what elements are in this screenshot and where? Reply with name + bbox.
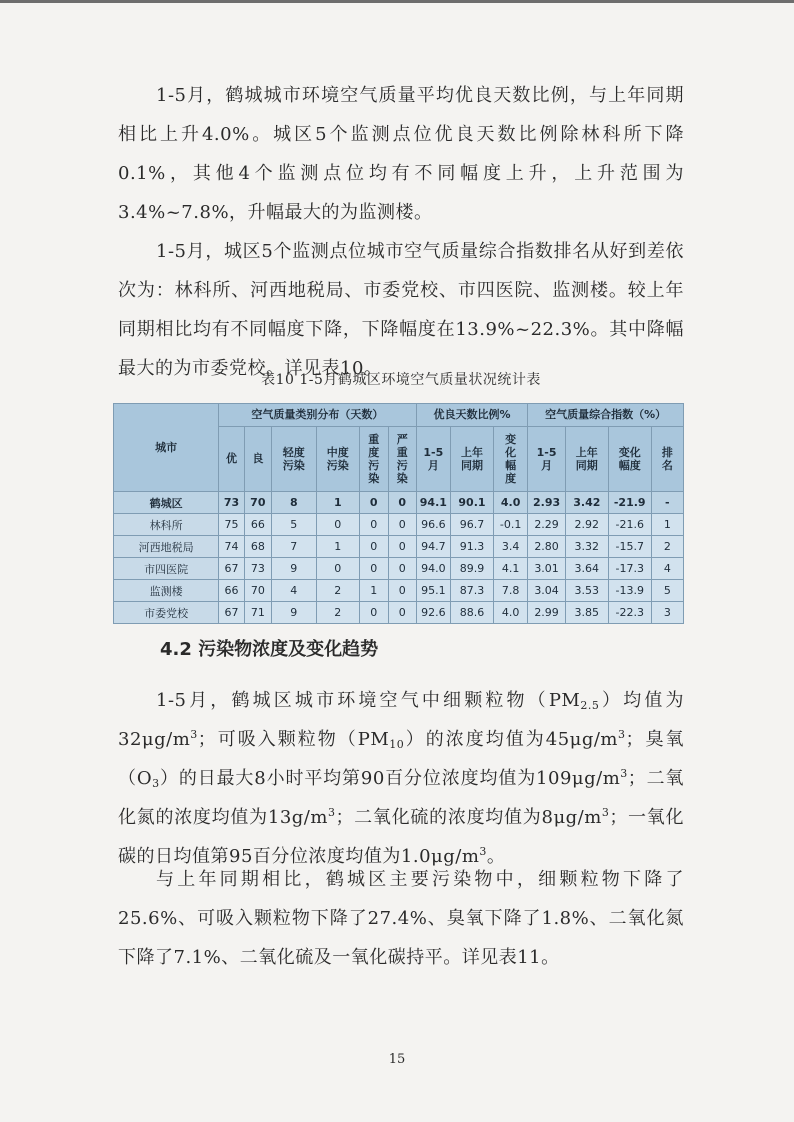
superscript: 3 (618, 728, 626, 741)
page-number: 15 (388, 1052, 406, 1067)
cell: 0 (316, 514, 359, 536)
cell: 94.7 (416, 536, 450, 558)
cell: -15.7 (608, 536, 651, 558)
text-run: ；二氧化氮的浓度均值为13g/m (118, 768, 684, 828)
cell: 0 (388, 536, 416, 558)
text-run: ；一氧化碳的日均值第95百分位浓度均值为1.0μg/m (118, 807, 685, 867)
cell: 3.4 (493, 536, 527, 558)
table-row (114, 514, 684, 536)
cell: 0 (359, 558, 388, 580)
section-heading: 4.2 污染物浓度及变化趋势 (160, 639, 379, 660)
cell: 0 (359, 602, 388, 624)
table-row (114, 602, 684, 624)
header-ratio-current-label: 1-5月 (423, 445, 444, 472)
header-ratio-current (416, 427, 450, 492)
header-severe-label: 严重污染 (396, 432, 408, 485)
cell: 1 (651, 514, 683, 536)
header-excellent: 优 (219, 427, 245, 492)
table-row (114, 536, 684, 558)
cell: 8 (271, 492, 316, 514)
cell: 0 (388, 580, 416, 602)
cell: 96.6 (416, 514, 450, 536)
cell: 70 (244, 580, 271, 602)
cell: 3 (651, 602, 683, 624)
cell: 4.0 (493, 602, 527, 624)
cell: 75 (219, 514, 245, 536)
header-severe (388, 427, 416, 492)
cell: 67 (219, 558, 245, 580)
cell: 9 (271, 602, 316, 624)
table-row (114, 558, 684, 580)
header-index-last-label: 上年同期 (575, 445, 598, 472)
header-index-current (528, 427, 566, 492)
subscript: 3 (152, 777, 160, 790)
cell: 94.0 (416, 558, 450, 580)
cell: 7 (271, 536, 316, 558)
cell: 0 (359, 536, 388, 558)
cell: 3.04 (528, 580, 566, 602)
cell: 1 (316, 536, 359, 558)
cell: 70 (244, 492, 271, 514)
cell: 0 (388, 492, 416, 514)
table-row (114, 580, 684, 602)
subscript: 10 (389, 738, 405, 751)
header-heavy-label: 重度污染 (368, 432, 380, 485)
cell: 2.93 (528, 492, 566, 514)
superscript: 3 (601, 806, 610, 819)
paragraph-year-on-year-comparison: 与上年同期相比，鹤城区主要污染物中，细颗粒物下降了25.6%、可吸入颗粒物下降了27.4%、臭氧下降了1.8%、二氧化氮下降了7.1%、二氧化硫及一氧化碳持平。详见表11。 (118, 869, 684, 968)
cell: 9 (271, 558, 316, 580)
header-ratio-group: 优良天数比例% (416, 404, 528, 427)
header-moderate (316, 427, 359, 492)
cell: -21.6 (608, 514, 651, 536)
cell: 95.1 (416, 580, 450, 602)
cell: 7.8 (493, 580, 527, 602)
cell: 88.6 (451, 602, 494, 624)
header-index-change (608, 427, 651, 492)
text-run: ；可吸入颗粒物（PM (197, 729, 390, 750)
text-run: 1-5月，鹤城区城市环境空气中细颗粒物（PM (156, 690, 581, 711)
cell: 4.1 (493, 558, 527, 580)
cell: 2.29 (528, 514, 566, 536)
subscript: 2.5 (580, 699, 600, 712)
cell: 5 (651, 580, 683, 602)
table-row (114, 492, 684, 514)
cell: 67 (219, 602, 245, 624)
text-run: ）的浓度均值为45μg/m (404, 729, 619, 750)
cell: 0 (359, 514, 388, 536)
cell: 90.1 (451, 492, 494, 514)
table-header-row-1 (114, 404, 684, 427)
header-good: 良 (244, 427, 271, 492)
text-run: ）均值为32μg/m (118, 690, 685, 750)
cell: 监测楼 (114, 580, 219, 602)
air-quality-table (113, 403, 684, 624)
header-rank-label: 排名 (661, 445, 673, 472)
cell: 2.99 (528, 602, 566, 624)
cell: 96.7 (451, 514, 494, 536)
cell: 市委党校 (114, 602, 219, 624)
cell: -22.3 (608, 602, 651, 624)
cell: 4 (651, 558, 683, 580)
header-index-change-label: 变化幅度 (618, 445, 641, 472)
cell: 2 (651, 536, 683, 558)
cell: 林科所 (114, 514, 219, 536)
paragraph-composite-index: 1-5月，城区5个监测点位城市空气质量综合指数排名从好到差依次为：林科所、河西地税局、市委党校、市四医院、监测楼。较上年同期相比均有不同幅度下降，下降幅度在13.9%~22.3%。其中降幅最大的为市委党校。详见表10。 (118, 241, 684, 379)
cell: 3.64 (565, 558, 608, 580)
cell: 3.01 (528, 558, 566, 580)
header-moderate-label: 中度污染 (326, 445, 349, 472)
cell: -0.1 (493, 514, 527, 536)
header-index-current-label: 1-5月 (536, 445, 557, 472)
cell: 0 (388, 602, 416, 624)
paragraph-good-days-ratio: 1-5月，鹤城城市环境空气质量平均优良天数比例，与上年同期相比上升4.0%。城区5个监测点位优良天数比例除林科所下降0.1%，其他4个监测点位均有不同幅度上升，上升范围为3.4%~7.8%，升幅最大的为监测楼。 (118, 85, 684, 223)
cell: 68 (244, 536, 271, 558)
cell: 73 (219, 492, 245, 514)
text-run: 。 (486, 846, 506, 867)
header-ratio-change-label: 变化幅度 (505, 432, 517, 485)
header-ratio-last-label: 上年同期 (460, 445, 483, 472)
cell: 4 (271, 580, 316, 602)
cell: 74 (219, 536, 245, 558)
cell: 3.42 (565, 492, 608, 514)
header-light-label: 轻度污染 (282, 445, 305, 472)
cell: 94.1 (416, 492, 450, 514)
header-index-group: 空气质量综合指数（%） (528, 404, 684, 427)
cell: 66 (244, 514, 271, 536)
header-rank (651, 427, 683, 492)
header-index-last (565, 427, 608, 492)
header-light (271, 427, 316, 492)
cell: 0 (359, 492, 388, 514)
cell: 鹤城区 (114, 492, 219, 514)
superscript: 3 (327, 806, 336, 819)
cell: 市四医院 (114, 558, 219, 580)
cell: 0 (388, 558, 416, 580)
cell: 66 (219, 580, 245, 602)
cell: 5 (271, 514, 316, 536)
cell: 89.9 (451, 558, 494, 580)
cell: 3.32 (565, 536, 608, 558)
superscript: 3 (620, 767, 628, 780)
cell: 河西地税局 (114, 536, 219, 558)
cell: 0 (388, 514, 416, 536)
text-run: ；二氧化硫的浓度均值为8μg/m (335, 807, 602, 828)
header-ratio-last (451, 427, 494, 492)
cell: -13.9 (608, 580, 651, 602)
cell: 4.0 (493, 492, 527, 514)
superscript: 3 (479, 845, 487, 858)
cell: 2 (316, 602, 359, 624)
cell: - (651, 492, 683, 514)
paragraph-pollutant-concentration (118, 681, 684, 876)
header-category-group: 空气质量类别分布（天数） (219, 404, 417, 427)
superscript: 3 (190, 728, 198, 741)
header-heavy (359, 427, 388, 492)
cell: -21.9 (608, 492, 651, 514)
cell: 2 (316, 580, 359, 602)
cell: 2.92 (565, 514, 608, 536)
cell: -17.3 (608, 558, 651, 580)
text-run: ）的日最大8小时平均第90百分位浓度均值为109μg/m (159, 768, 621, 789)
cell: 92.6 (416, 602, 450, 624)
cell: 73 (244, 558, 271, 580)
cell: 91.3 (451, 536, 494, 558)
text-run: ；臭氧（O (118, 729, 685, 789)
cell: 71 (244, 602, 271, 624)
table-caption: 表10 1-5月鹤城区环境空气质量状况统计表 (261, 372, 541, 388)
header-ratio-change (493, 427, 527, 492)
header-city: 城市 (114, 404, 219, 492)
cell: 87.3 (451, 580, 494, 602)
cell: 3.53 (565, 580, 608, 602)
cell: 1 (316, 492, 359, 514)
cell: 3.85 (565, 602, 608, 624)
cell: 0 (316, 558, 359, 580)
cell: 2.80 (528, 536, 566, 558)
cell: 1 (359, 580, 388, 602)
